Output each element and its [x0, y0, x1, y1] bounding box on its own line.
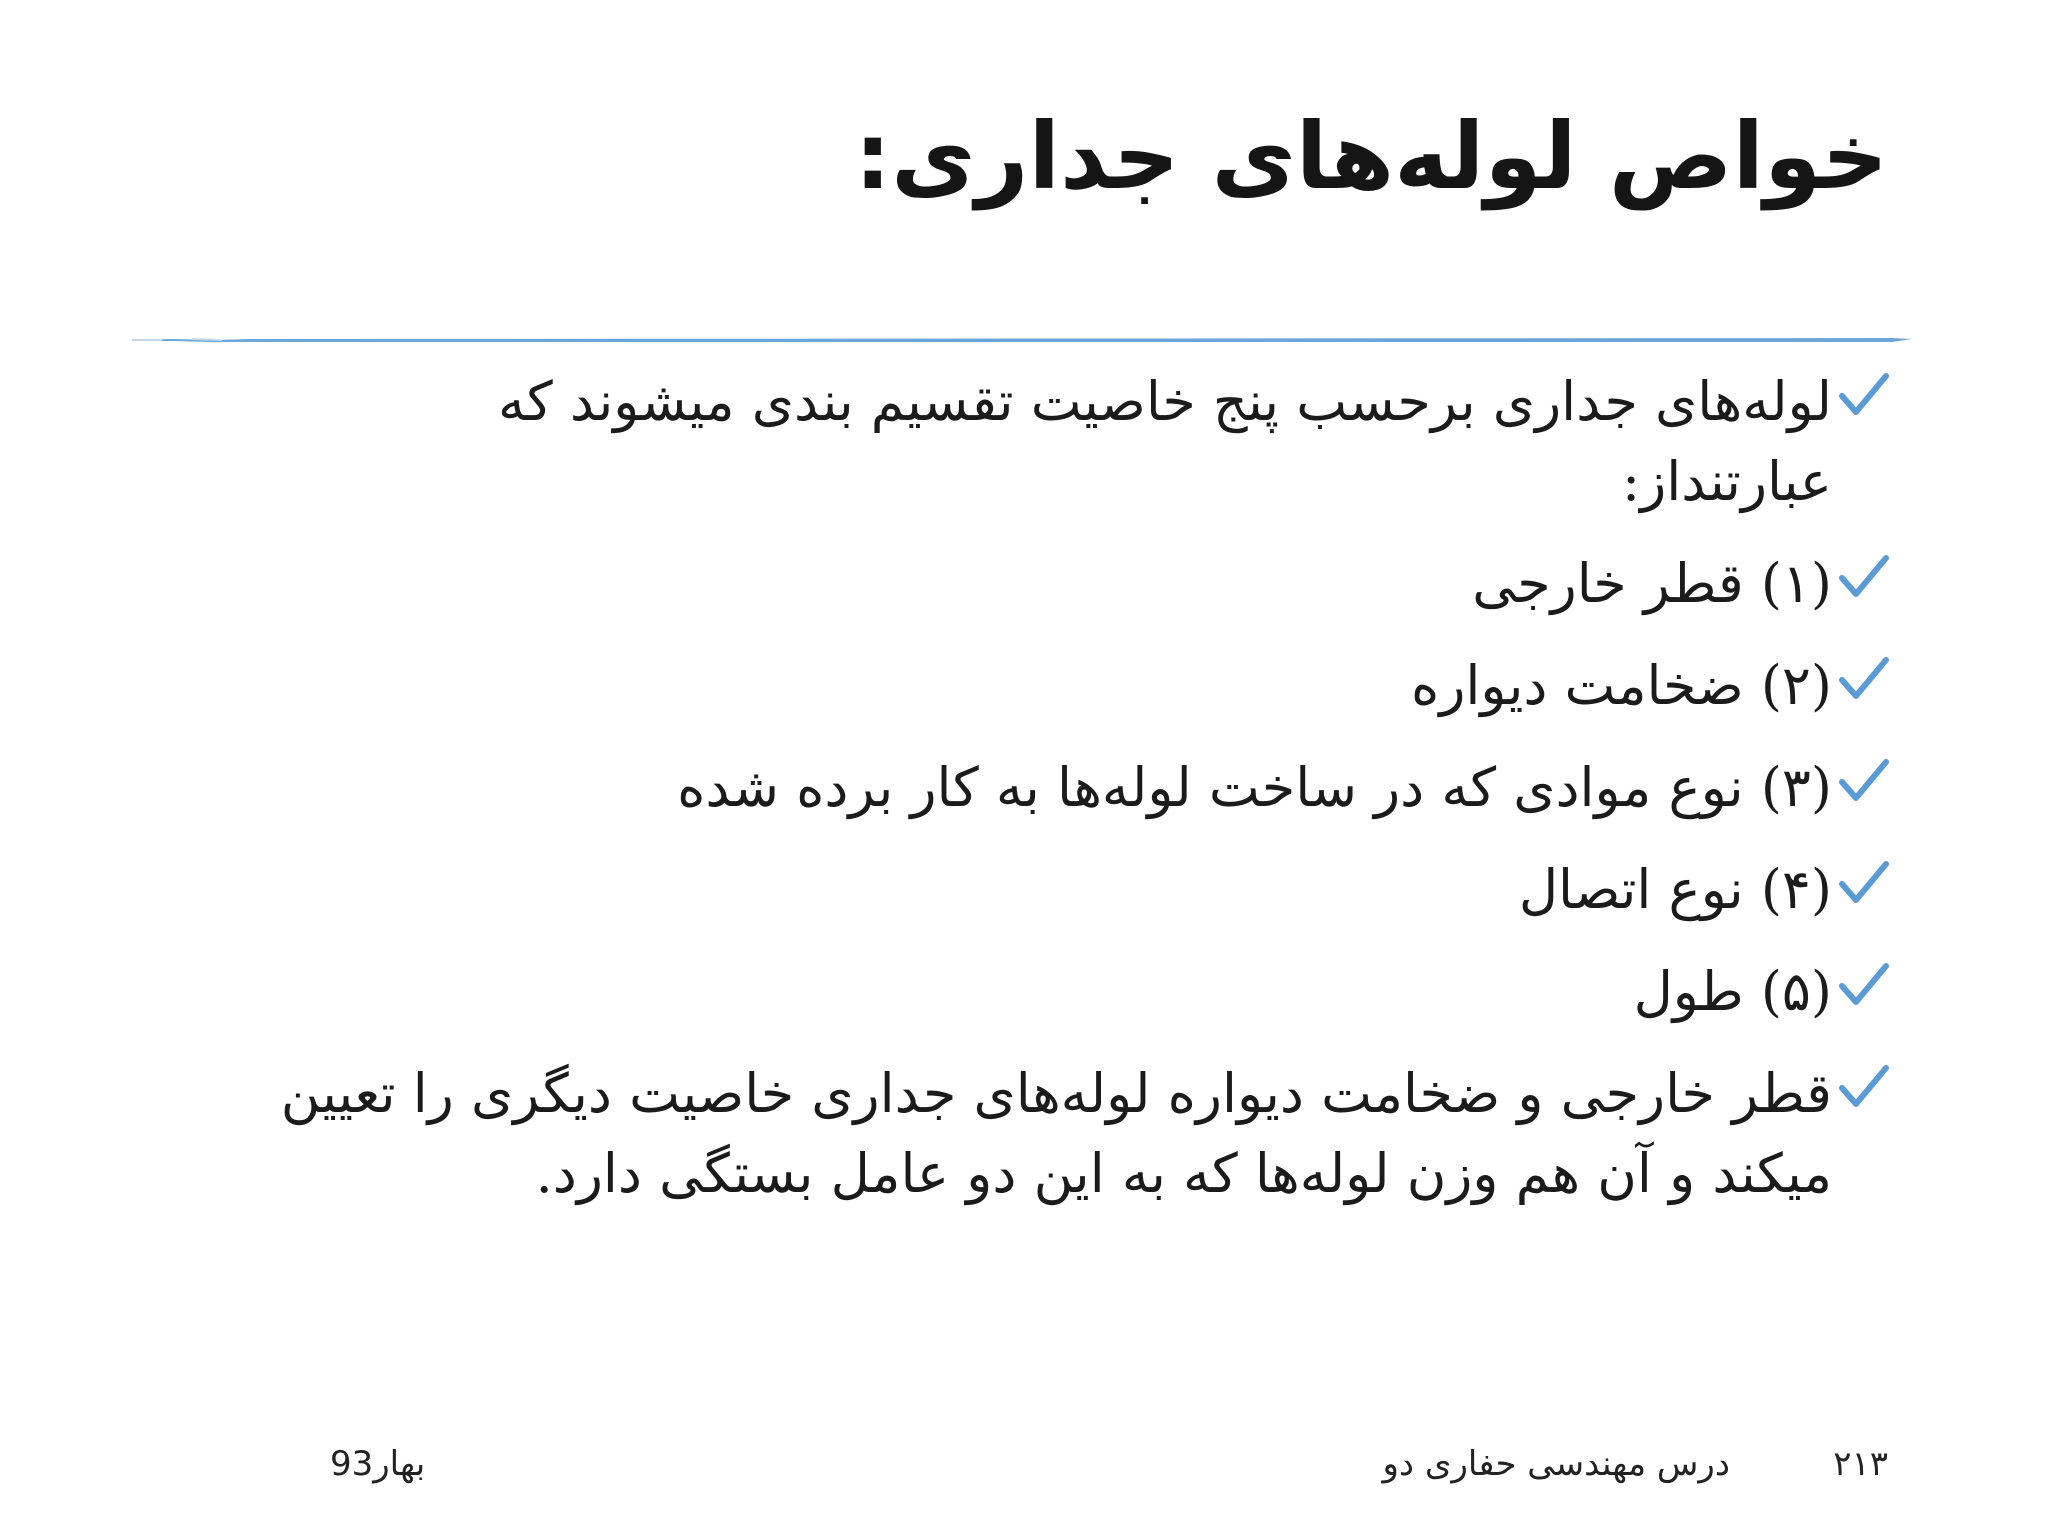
bullet-text: (۲) ضخامت دیواره	[1411, 654, 1832, 717]
checkmark-icon	[1838, 654, 1890, 706]
checkmark-icon	[1838, 552, 1890, 604]
bullet-text: (۱) قطر خارجی	[1472, 552, 1832, 615]
bullet-item	[272, 362, 1890, 522]
checkmark-icon	[1838, 858, 1890, 910]
bullet-item	[170, 1054, 1890, 1214]
bullet-text: (۴) نوع اتصال	[1518, 858, 1832, 921]
footer-date: بهار93	[330, 1444, 426, 1484]
checkmark-icon	[1838, 1062, 1890, 1114]
bullet-text: (۳) نوع موادی که در ساخت لوله‌ها به کار برده شده	[677, 756, 1832, 819]
slide-title: خواص لوله‌های جداری:	[854, 103, 1888, 210]
slide-number: ۲۱۳	[1833, 1444, 1888, 1484]
bullet-item	[170, 748, 1890, 828]
bullet-text: (۵) طول	[1633, 960, 1832, 1023]
bullet-text: لوله‌های جداری برحسب پنج خاصیت تقسیم بندی میشوند که عبارتنداز:	[498, 370, 1832, 513]
bullet-item	[170, 952, 1890, 1032]
checkmark-icon	[1838, 370, 1890, 422]
bullet-item	[170, 646, 1890, 726]
checkmark-icon	[1838, 756, 1890, 808]
checkmark-icon	[1838, 960, 1890, 1012]
bullet-list	[170, 362, 1890, 1236]
bullet-item	[170, 544, 1890, 624]
bullet-item	[170, 850, 1890, 930]
footer-course: درس مهندسی حفاری دو	[1382, 1444, 1730, 1484]
title-divider	[132, 334, 1912, 344]
bullet-text: قطر خارجی و ضخامت دیواره لوله‌های جداری خاصیت دیگری را تعیین میکند و آن هم وزن لوله‌ها که به این دو عامل بستگی دارد.	[280, 1062, 1832, 1205]
